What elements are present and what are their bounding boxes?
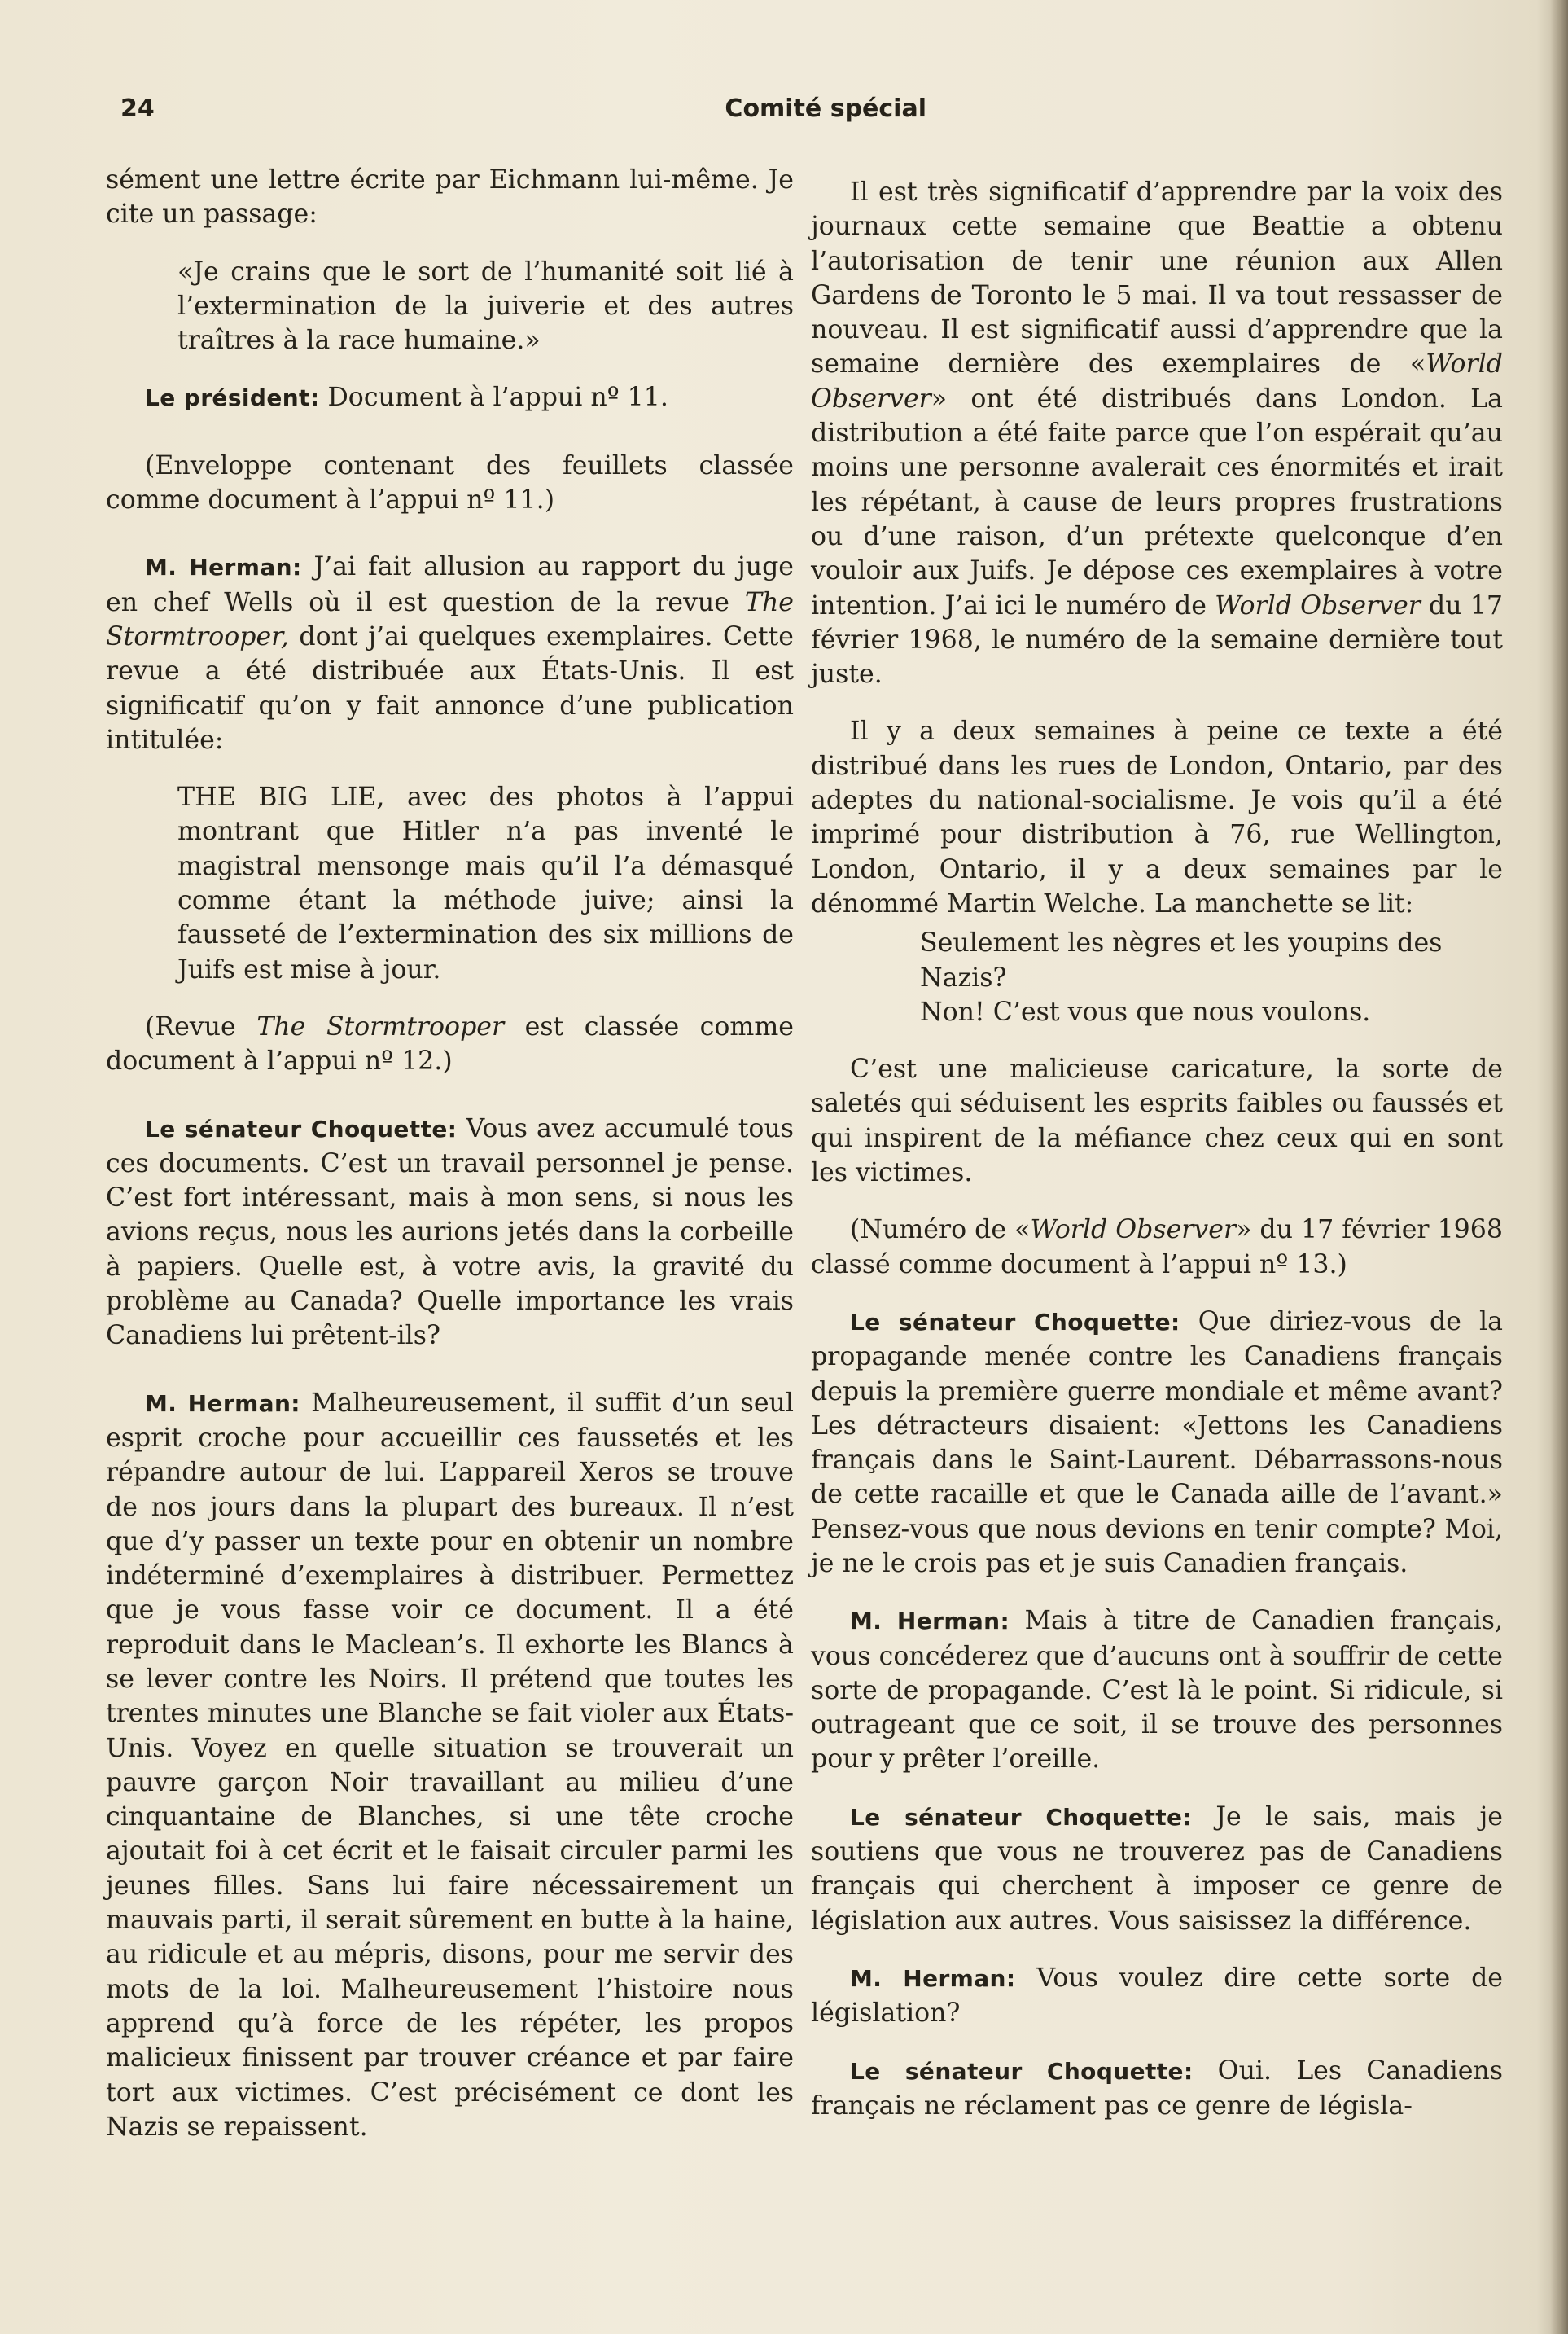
speech-paragraph: [106, 550, 794, 757]
page-edge-shadow: [1550, 0, 1568, 2334]
speech-paragraph: [811, 1800, 1503, 1938]
publication-title: The Stormtrooper,: [106, 587, 794, 652]
publication-title: The Stormtrooper: [256, 1011, 505, 1042]
speaker-name: Le sénateur Choquette:: [850, 1803, 1193, 1831]
publication-title: World Observer: [811, 349, 1503, 414]
page-number: 24: [120, 94, 155, 123]
note-text: est classée comme document à l’appui nº 12.): [106, 1011, 794, 1077]
speech-paragraph: [811, 1305, 1503, 1581]
note-text: » du 17 février 1968 classé comme document à l’appui nº 13.): [811, 1215, 1503, 1279]
speaker-name: Le sénateur Choquette:: [850, 1308, 1180, 1336]
speech-text: Que diriez-vous de la propagande menée contre les Canadiens français depuis la première guerre mondiale et même avant? Les détracteurs disaient: «Jettons les Canadiens français dans le Saint-Laurent. Débarrassons-nous de cette racaille et que le Canada aille de l’avant.» Pensez-vous que nous devions en tenir compte? Moi, je ne le crois pas et je suis Canadien français.: [811, 1306, 1503, 1578]
publication-title: World Observer: [1215, 590, 1421, 621]
left-column: [106, 163, 794, 2167]
publication-title: World Observer: [1030, 1215, 1237, 1245]
speech-text: » ont été distribués dans London. La distribution a été faite parce que l’on espérait qu’au moins une personne avalerait ces énormités et irait les répétant, à cause de leurs propres frustrations ou d’une raison, d’un prétexte quelconque d’en vouloir aux Juifs. Je dépose ces exemplaires à votre intention. J’ai ici le numéro de: [811, 384, 1503, 621]
quote-line: Non! C’est vous que nous voulons.: [920, 997, 1371, 1027]
quote-line: Seulement les nègres et les youpins des Nazis?: [920, 928, 1443, 993]
speech-paragraph: [106, 1386, 794, 2145]
speaker-name: Le sénateur Choquette:: [850, 2057, 1194, 2085]
speech-paragraph: [106, 1112, 794, 1353]
exhibit-note: (Enveloppe contenant des feuillets classée comme document à l’appui nº 11.): [106, 450, 794, 515]
speech-text: Vous avez accumulé tous ces documents. C’est un travail personnel je pense. C’est fort intéressant, mais à mon sens, si nous les avions reçus, nous les aurions jetés dans la corbeille à papiers. Quelle est, à votre avis, la gravité du problème au Canada? Quelle importance les vrais Canadiens lui prêtent-ils?: [106, 1113, 795, 1351]
speech-paragraph: [811, 175, 1503, 691]
speech-text: du 17 février 1968, le numéro de la semaine dernière tout juste.: [811, 590, 1503, 690]
speaker-name: Le président:: [145, 384, 320, 412]
speaker-name: M. Herman:: [850, 1964, 1016, 1992]
speech-text: Vous voulez dire cette sorte de législation?: [811, 1963, 1504, 2029]
right-column: [811, 175, 1503, 2146]
paragraph: Il y a deux semaines à peine ce texte a été distribué dans les rues de London, Ontario, par des adeptes du national-socialisme. Je vois qu’il a été imprimé pour distribution à 76, rue Wellington, London, Ontario, il y a deux semaines par le dénommé Martin Welche. La manchette se lit:: [811, 717, 1503, 919]
paragraph: sément une lettre écrite par Eichmann lui-même. Je cite un passage:: [106, 165, 794, 230]
speech-text: Je le sais, mais je soutiens que vous ne trouverez pas de Canadiens français qui cherchent à imposer ce genre de législation aux autres. Vous saisissez la différence.: [811, 1801, 1503, 1936]
speech-text: Mais à titre de Canadien français, vous concéderez que d’aucuns ont à souffrir de cette sorte de propagande. C’est là le point. Si ridicule, si outrageant que ce soit, il se trouve des personnes pour y prêter l’oreille.: [811, 1606, 1503, 1775]
speaker-name: Le sénateur Choquette:: [145, 1115, 458, 1143]
speech-paragraph: [811, 1961, 1503, 2031]
exhibit-note: [811, 1213, 1503, 1282]
block-quote: «Je crains que le sort de l’humanité soit lié à l’extermination de la juiverie et des autres traîtres à la race humaine.»: [177, 257, 794, 356]
speech-paragraph: [811, 2054, 1503, 2124]
speech-paragraph: [106, 380, 794, 415]
speech-text: dont j’ai quelques exemplaires. Cette revue a été distribuée aux États-Unis. Il est significatif qu’on y fait annonce d’une publication intitulée:: [106, 621, 794, 755]
running-head: [120, 88, 926, 129]
speech-text: Oui. Les Canadiens français ne réclament pas ce genre de législa-: [811, 2055, 1503, 2121]
speech-paragraph: [811, 1604, 1503, 1776]
speaker-name: M. Herman:: [145, 554, 302, 581]
paragraph: C’est une malicieuse caricature, la sorte de saletés qui séduisent les esprits faibles ou faussés et qui inspirent de la méfiance chez ceux qui en sont les victimes.: [811, 1055, 1503, 1188]
speech-text: Il est très significatif d’apprendre par la voix des journaux cette semaine que Beattie a obtenu l’autorisation de tenir une réunion aux Allen Gardens de Toronto le 5 mai. Il va tout ressasser de nouveau. Il est significatif aussi d’apprendre que la semaine dernière des exemplaires de «: [811, 178, 1503, 379]
speech-text: J’ai fait allusion au rapport du juge en chef Wells où il est question de la revue: [106, 552, 794, 617]
note-text: (Numéro de «: [850, 1215, 1031, 1245]
headline-quote: [920, 926, 1503, 1029]
running-title: Comité spécial: [725, 94, 926, 123]
speaker-name: M. Herman:: [850, 1608, 1010, 1635]
speech-text: Document à l’appui nº 11.: [319, 383, 668, 413]
block-quote: THE BIG LIE, avec des photos à l’appui montrant que Hitler n’a pas inventé le magistral mensonge mais qu’il l’a démasqué comme étant la méthode juive; ainsi la fausseté de l’extermination des six millions de Juifs est mise à jour.: [177, 783, 794, 985]
exhibit-note: [106, 1010, 794, 1079]
speech-text: Malheureusement, il suffit d’un seul esprit croche pour accueillir ces faussetés et les répandre autour de lui. L’appareil Xeros se trouve de nos jours dans la plupart des bureaux. Il n’est que d’y passer un texte pour en obtenir un nombre indéterminé d’exemplaires à distribuer. Permettez que je vous fasse voir ce document. Il a été reproduit dans le Maclean’s. Il exhorte les Blancs à se lever contre les Noirs. Il prétend que toutes les trentes minutes une Blanche se fait violer aux États-Unis. Voyez en quelle situation se trouverait un pauvre garçon Noir travaillant au milieu d’une cinquantaine de Blanches, si une tête croche ajoutait foi à cet écrit et le faisait circuler parmi les jeunes filles. Sans lui faire nécessairement un mauvais parti, il serait sûrement en butte à la haine, au ridicule et au mépris, disons, pour me servir des mots de la loi. Malheureusement l’histoire nous apprend qu’à force de les répéter, les propos malicieux finissent par trouver créance et par faire tort aux victimes. C’est précisément ce dont les Nazis se repaissent.: [106, 1388, 794, 2142]
note-text: (Revue: [145, 1011, 257, 1042]
speaker-name: M. Herman:: [145, 1389, 300, 1417]
